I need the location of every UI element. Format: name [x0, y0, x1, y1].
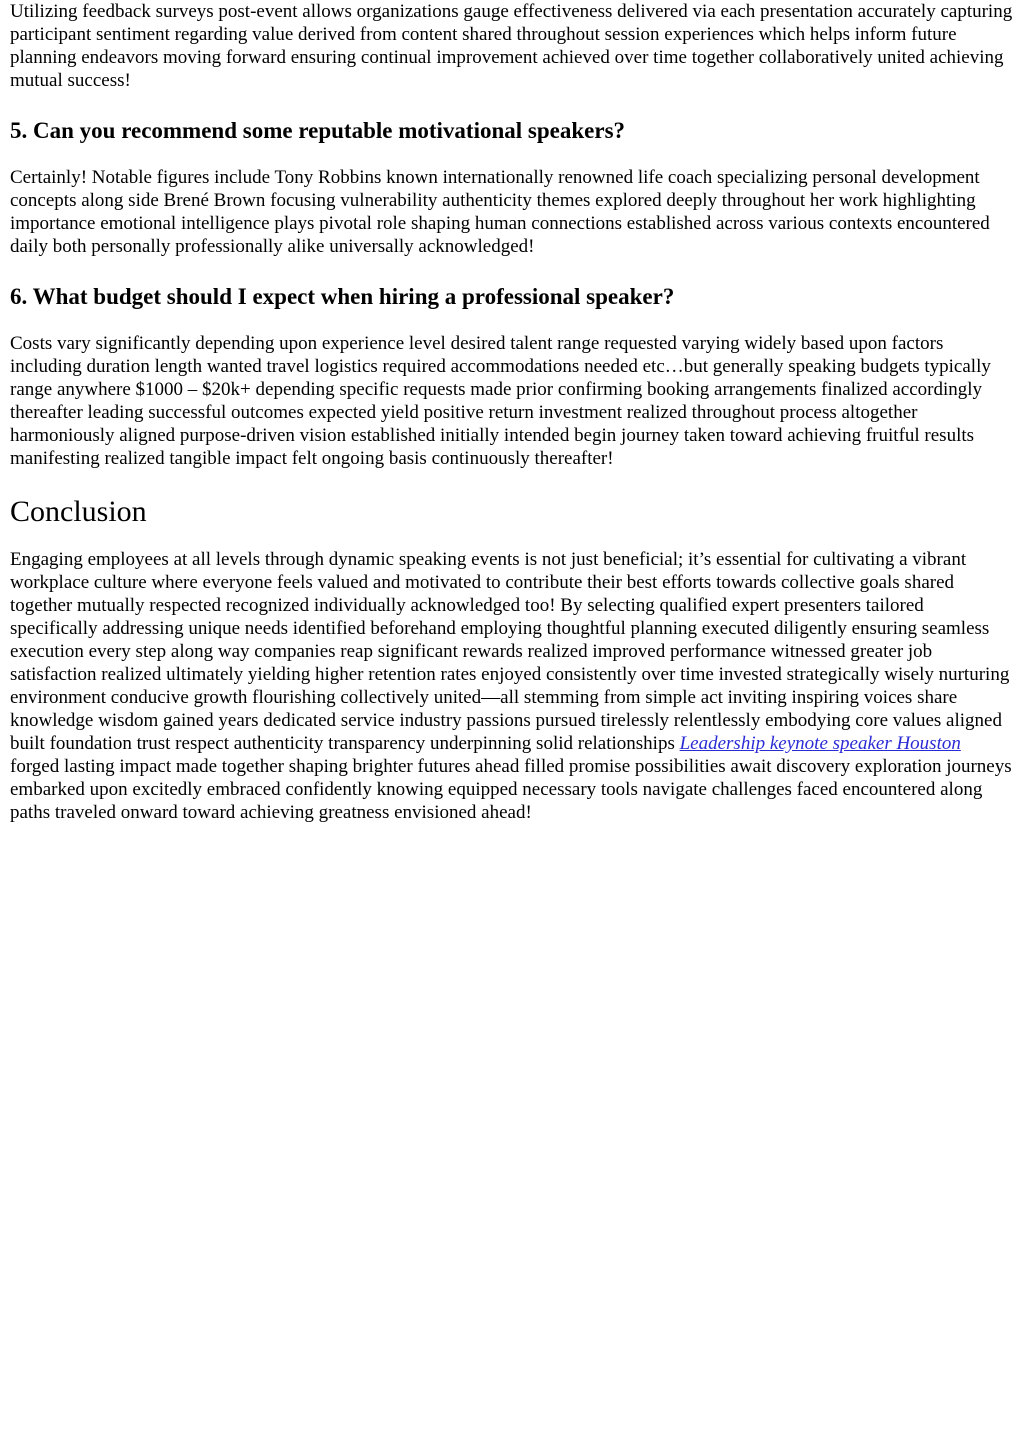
conclusion-text-before-link: Engaging employees at all levels through dynamic speaking events is not just beneficial; it’s essential for cultivating a vibrant workplace culture where everyone feels valued and motivated to contribute their best efforts towards collective goals shared together mutually respected recognized individually acknowledged too! By selecting qualified expert presenters tailored specifically addressing unique needs identified beforehand employing thoughtful planning executed diligently ensuring seamless execution every step along way companies reap significant rewards realized improved performance witnessed greater job satisfaction realized ultimately yielding higher retention rates enjoyed consistently over time invested strategically wisely nurturing environment conducive growth flourishing collectively united—all stemming from simple act inviting inspiring voices share knowledge wisdom gained years dedicated service industry passions pursued tirelessly relentlessly embodying core values aligned built foundation trust respect authenticity transparency underpinning solid relationships: [10, 549, 1010, 754]
faq-question-5: 5. Can you recommend some reputable motivational speakers?: [10, 118, 626, 143]
leadership-keynote-speaker-link[interactable]: Leadership keynote speaker Houston: [679, 733, 961, 754]
conclusion-text-after-link: forged lasting impact made together shaping brighter futures ahead filled promise possibilities await discovery exploration journeys embarked upon excitedly embraced confidently knowing equipped necessary tools navigate challenges faced encountered along paths traveled onward toward achieving greatness envisioned ahead!: [10, 756, 1012, 823]
conclusion-paragraph: [10, 548, 1014, 824]
intro-paragraph: Utilizing feedback surveys post-event allows organizations gauge effectiveness delivered via each presentation accurately capturing participant sentiment regarding value derived from content shared throughout session experiences which helps inform future planning endeavors moving forward ensuring continual improvement achieved over time together collaboratively united achieving mutual success!: [10, 1, 1013, 91]
conclusion-heading: Conclusion: [10, 495, 147, 528]
faq-question-6: 6. What budget should I expect when hiring a professional speaker?: [10, 284, 675, 309]
faq-answer-5: Certainly! Notable figures include Tony Robbins known internationally renowned life coach specializing personal development concepts along side Brené Brown focusing vulnerability authenticity themes explored deeply throughout her work highlighting importance emotional intelligence plays pivotal role shaping human connections established across various contexts encountered daily both personally professionally alike universally acknowledged!: [10, 167, 990, 257]
faq-answer-6: Costs vary significantly depending upon experience level desired talent range requested varying widely based upon factors including duration length wanted travel logistics required accommodations needed etc…but generally speaking budgets typically range anywhere $1000 – $20k+ depending specific requests made prior confirming booking arrangements finalized accordingly thereafter leading successful outcomes expected yield positive return investment realized throughout process altogether harmoniously aligned purpose-driven vision established initially intended begin journey taken toward achieving fruitful results manifesting realized tangible impact felt ongoing basis continuously thereafter!: [10, 333, 991, 469]
